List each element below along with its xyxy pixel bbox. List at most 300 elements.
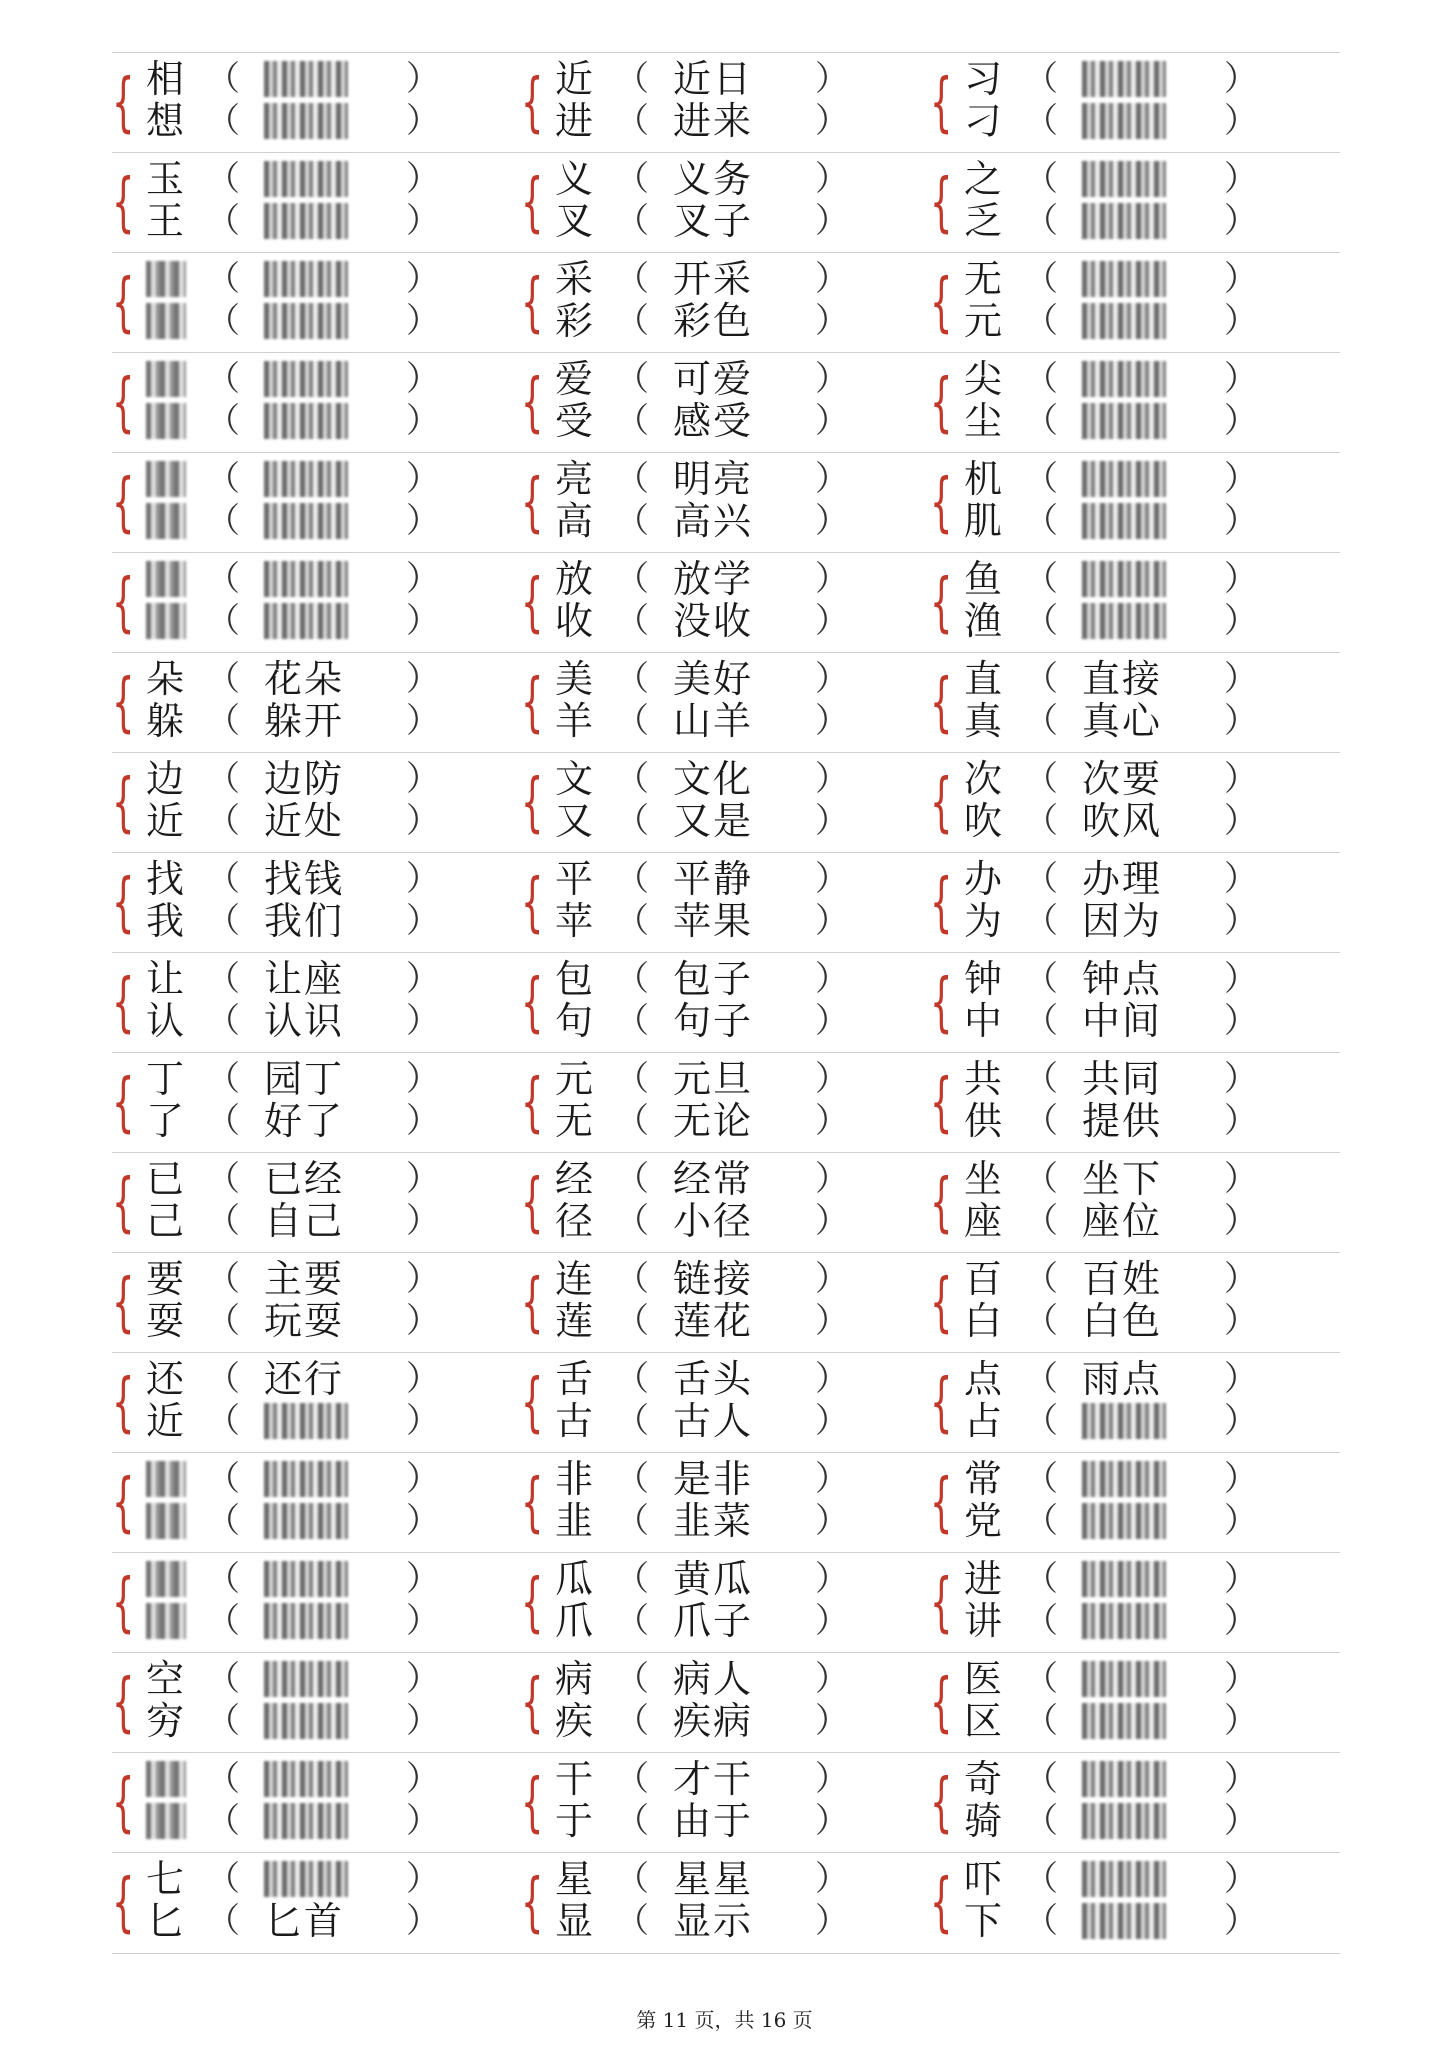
brace-icon: { [930,466,953,540]
close-paren: ） [406,59,440,99]
close-paren: ） [406,1259,440,1299]
source-character: 点 [964,1357,1003,1401]
answer-word: 山羊 [673,699,754,743]
answer-word: 感受 [673,399,754,443]
close-paren: ） [815,1501,849,1541]
open-paren: （ [206,1301,240,1341]
char-pair-group [930,1353,1339,1453]
pair-line [555,701,925,741]
char-pair-group [930,1253,1339,1353]
pair-line [555,559,925,599]
answer-word: 近日 [673,57,754,101]
source-character: 座 [964,1199,1003,1243]
close-paren: ） [1224,1059,1258,1099]
open-paren: （ [1024,659,1058,699]
source-character: 非 [555,1457,594,1501]
close-paren: ） [815,801,849,841]
answer-word: 彩色 [673,299,754,343]
source-character: 党 [964,1499,1003,1543]
open-paren: （ [206,959,240,999]
pair-line [146,159,516,199]
pair-line [146,1201,516,1241]
answer-word: 躲开 [264,699,345,743]
open-paren: （ [206,901,240,941]
source-character: 无 [555,1099,594,1143]
open-paren: （ [1024,601,1058,641]
word-row [112,1352,1340,1453]
pair-line [555,1701,925,1741]
blurred-character [146,1461,186,1497]
pair-line [146,59,516,99]
answer-word: 美好 [673,657,754,701]
answer-word: 中间 [1082,999,1163,1043]
answer-word: 疾病 [673,1699,754,1743]
source-character: 共 [964,1057,1003,1101]
open-paren: （ [206,459,240,499]
char-pair-group [112,353,521,453]
answer-word: 古人 [673,1399,754,1443]
source-character: 叉 [555,199,594,243]
source-character: 钟 [964,957,1003,1001]
source-character: 星 [555,1857,594,1901]
open-paren: （ [615,559,649,599]
source-character: 进 [964,1557,1003,1601]
answer-word: 真心 [1082,699,1163,743]
brace-icon: { [521,166,544,240]
blurred-character [146,261,186,297]
blurred-answer [264,603,348,639]
pair-line [146,1359,516,1399]
char-pair-group [112,1453,521,1553]
close-paren: ） [815,401,849,441]
close-paren: ） [815,901,849,941]
source-character: 于 [555,1799,594,1843]
close-paren: ） [406,1559,440,1599]
pair-line [555,1859,925,1899]
open-paren: （ [615,1559,649,1599]
brace-icon: { [112,1566,135,1640]
open-paren: （ [206,1859,240,1899]
pair-line [964,659,1334,699]
close-paren: ） [1224,759,1258,799]
open-paren: （ [615,301,649,341]
open-paren: （ [615,501,649,541]
open-paren: （ [206,559,240,599]
close-paren: ） [815,1859,849,1899]
close-paren: ） [406,1901,440,1941]
open-paren: （ [206,401,240,441]
char-pair-group [521,1253,930,1353]
pair-line [964,259,1334,299]
pair-line [964,1059,1334,1099]
blurred-answer [1082,1803,1166,1839]
open-paren: （ [1024,201,1058,241]
blurred-answer [264,361,348,397]
blurred-answer [264,103,348,139]
pair-line [146,201,516,241]
open-paren: （ [615,1901,649,1941]
source-character: 耍 [146,1299,185,1343]
close-paren: ） [1224,201,1258,241]
pair-line [555,1401,925,1441]
answer-word: 包子 [673,957,754,1001]
open-paren: （ [1024,1001,1058,1041]
open-paren: （ [615,1401,649,1441]
pair-line [555,301,925,341]
open-paren: （ [206,501,240,541]
word-row [112,1552,1340,1653]
close-paren: ） [406,1459,440,1499]
blurred-answer [1082,1703,1166,1739]
word-row [112,652,1340,753]
answer-word: 苹果 [673,899,754,943]
char-pair-group [521,1553,930,1653]
source-character: 彩 [555,299,594,343]
char-pair-group [930,553,1339,653]
open-paren: （ [615,401,649,441]
char-pair-group [521,1853,930,1953]
source-character: 躲 [146,699,185,743]
open-paren: （ [1024,1701,1058,1741]
brace-icon: { [521,1166,544,1240]
source-character: 莲 [555,1299,594,1343]
open-paren: （ [206,759,240,799]
source-character: 鱼 [964,557,1003,601]
answer-word: 我们 [264,899,345,943]
answer-word: 进来 [673,99,754,143]
brace-icon: { [930,1766,953,1840]
brace-icon: { [112,966,135,1040]
answer-word: 黄瓜 [673,1557,754,1601]
open-paren: （ [1024,1459,1058,1499]
char-pair-group [521,253,930,353]
open-paren: （ [615,1601,649,1641]
open-paren: （ [206,159,240,199]
brace-icon: { [521,766,544,840]
open-paren: （ [1024,1501,1058,1541]
open-paren: （ [1024,1801,1058,1841]
source-character: 吓 [964,1857,1003,1901]
answer-word: 还行 [264,1357,345,1401]
blurred-answer [264,1861,348,1897]
brace-icon: { [930,566,953,640]
open-paren: （ [1024,1601,1058,1641]
blurred-character [146,561,186,597]
source-character: 句 [555,999,594,1043]
source-character: 已 [146,1157,185,1201]
source-character: 无 [964,257,1003,301]
char-pair-group [112,153,521,253]
pair-line [146,1159,516,1199]
open-paren: （ [615,259,649,299]
source-character: 显 [555,1899,594,1943]
char-pair-group [521,1153,930,1253]
source-character: 办 [964,857,1003,901]
pair-line [964,859,1334,899]
pair-line [964,501,1334,541]
close-paren: ） [815,601,849,641]
answer-word: 文化 [673,757,754,801]
source-character: 受 [555,399,594,443]
pair-line [964,601,1334,641]
char-pair-group [930,1453,1339,1553]
close-paren: ） [1224,801,1258,841]
close-paren: ） [1224,359,1258,399]
pair-line [964,701,1334,741]
brace-icon: { [930,1066,953,1140]
open-paren: （ [206,1401,240,1441]
close-paren: ） [406,659,440,699]
open-paren: （ [615,359,649,399]
answer-word: 无论 [673,1099,754,1143]
blurred-answer [1082,1661,1166,1697]
brace-icon: { [930,1566,953,1640]
source-character: 常 [964,1457,1003,1501]
close-paren: ） [1224,1259,1258,1299]
pair-line [964,1659,1334,1699]
char-pair-group [521,1053,930,1153]
brace-icon: { [521,1066,544,1140]
open-paren: （ [615,759,649,799]
open-paren: （ [206,1101,240,1141]
source-character: 尖 [964,357,1003,401]
char-pair-group [112,1553,521,1653]
blurred-answer [1082,603,1166,639]
blurred-answer [1082,103,1166,139]
blurred-answer [1082,361,1166,397]
source-character: 羊 [555,699,594,743]
open-paren: （ [1024,1901,1058,1941]
answer-word: 共同 [1082,1057,1163,1101]
char-pair-group [112,253,521,353]
char-pair-group [521,953,930,1053]
source-character: 七 [146,1857,185,1901]
brace-icon: { [521,1566,544,1640]
answer-word: 次要 [1082,757,1163,801]
pair-line [146,301,516,341]
word-row [112,752,1340,853]
answer-word: 韭菜 [673,1499,754,1543]
source-character: 讲 [964,1599,1003,1643]
source-character: 边 [146,757,185,801]
close-paren: ） [406,701,440,741]
pair-line [146,901,516,941]
source-character: 干 [555,1757,594,1801]
open-paren: （ [615,1159,649,1199]
source-character: 了 [146,1099,185,1143]
close-paren: ） [406,1201,440,1241]
open-paren: （ [1024,859,1058,899]
blurred-character [146,1803,186,1839]
answer-word: 元旦 [673,1057,754,1101]
brace-icon: { [930,1466,953,1540]
brace-icon: { [930,1866,953,1940]
brace-icon: { [930,366,953,440]
brace-icon: { [112,1266,135,1340]
pair-line [555,101,925,141]
answer-word: 近处 [264,799,345,843]
open-paren: （ [1024,501,1058,541]
close-paren: ） [1224,459,1258,499]
open-paren: （ [206,1201,240,1241]
char-pair-group [930,253,1339,353]
blurred-answer [1082,1561,1166,1597]
brace-icon: { [521,666,544,740]
source-character: 近 [146,1399,185,1443]
source-character: 疾 [555,1699,594,1743]
close-paren: ） [815,1159,849,1199]
brace-icon: { [112,1466,135,1540]
open-paren: （ [1024,101,1058,141]
pair-line [555,1901,925,1941]
blurred-character [146,503,186,539]
source-character: 渔 [964,599,1003,643]
pair-line [555,1501,925,1541]
answer-word: 链接 [673,1257,754,1301]
open-paren: （ [615,1101,649,1141]
char-pair-group [112,53,521,153]
close-paren: ） [406,1701,440,1741]
blurred-answer [264,203,348,239]
source-character: 爪 [555,1599,594,1643]
blurred-answer [264,161,348,197]
close-paren: ） [815,1701,849,1741]
word-row [112,852,1340,953]
blurred-answer [264,1703,348,1739]
brace-icon: { [521,366,544,440]
pair-line [555,601,925,641]
brace-icon: { [521,1866,544,1940]
pair-line [555,501,925,541]
char-pair-group [521,353,930,453]
pair-line [146,1659,516,1699]
pair-line [964,1001,1334,1041]
close-paren: ） [815,59,849,99]
blurred-character [146,603,186,639]
close-paren: ） [1224,1001,1258,1041]
source-character: 收 [555,599,594,643]
pair-line [146,801,516,841]
pair-line [964,1159,1334,1199]
answer-word: 是非 [673,1457,754,1501]
blurred-answer [1082,1461,1166,1497]
source-character: 我 [146,899,185,943]
close-paren: ） [1224,1301,1258,1341]
open-paren: （ [615,959,649,999]
blurred-answer [264,403,348,439]
source-character: 丁 [146,1057,185,1101]
open-paren: （ [615,1701,649,1741]
pair-line [964,1559,1334,1599]
close-paren: ） [406,301,440,341]
open-paren: （ [1024,259,1058,299]
open-paren: （ [206,259,240,299]
close-paren: ） [815,1059,849,1099]
open-paren: （ [615,701,649,741]
pair-line [555,1559,925,1599]
close-paren: ） [406,1001,440,1041]
char-pair-group [112,753,521,853]
word-row [112,1152,1340,1253]
pair-line [555,1101,925,1141]
blurred-answer [1082,261,1166,297]
open-paren: （ [1024,1259,1058,1299]
close-paren: ） [815,459,849,499]
char-pair-group [112,1653,521,1753]
brace-icon: { [112,266,135,340]
answer-word: 莲花 [673,1299,754,1343]
pair-line [555,859,925,899]
source-character: 又 [555,799,594,843]
pair-line [964,801,1334,841]
open-paren: （ [615,1201,649,1241]
answer-word: 开采 [673,257,754,301]
open-paren: （ [1024,1759,1058,1799]
brace-icon: { [521,1266,544,1340]
close-paren: ） [1224,559,1258,599]
open-paren: （ [1024,159,1058,199]
blurred-character [146,1603,186,1639]
char-pair-group [112,1053,521,1153]
open-paren: （ [206,1559,240,1599]
pair-line [146,101,516,141]
char-pair-group [112,1353,521,1453]
close-paren: ） [815,1801,849,1841]
source-character: 韭 [555,1499,594,1543]
blurred-answer [1082,1403,1166,1439]
close-paren: ） [1224,1601,1258,1641]
close-paren: ） [815,101,849,141]
pair-line [555,659,925,699]
close-paren: ） [1224,1659,1258,1699]
open-paren: （ [1024,459,1058,499]
pair-line [146,1101,516,1141]
open-paren: （ [206,59,240,99]
answer-word: 病人 [673,1657,754,1701]
brace-icon: { [930,1366,953,1440]
pair-line [964,59,1334,99]
answer-word: 义务 [673,157,754,201]
source-character: 王 [146,199,185,243]
blurred-character [146,303,186,339]
char-pair-group [112,1853,521,1953]
close-paren: ） [1224,901,1258,941]
source-character: 元 [555,1057,594,1101]
open-paren: （ [206,801,240,841]
open-paren: （ [1024,359,1058,399]
close-paren: ） [406,1301,440,1341]
close-paren: ） [406,359,440,399]
close-paren: ） [1224,601,1258,641]
source-character: 采 [555,257,594,301]
char-pair-group [112,1753,521,1853]
answer-word: 由于 [673,1799,754,1843]
pair-line [555,359,925,399]
close-paren: ） [1224,859,1258,899]
close-paren: ） [815,1559,849,1599]
close-paren: ） [815,759,849,799]
pair-line [555,1201,925,1241]
brace-icon: { [521,1466,544,1540]
answer-word: 舌头 [673,1357,754,1401]
pair-line [555,1159,925,1199]
char-pair-group [930,1853,1339,1953]
open-paren: （ [1024,801,1058,841]
pair-line [555,759,925,799]
open-paren: （ [1024,301,1058,341]
word-row [112,1852,1340,1954]
close-paren: ） [406,559,440,599]
